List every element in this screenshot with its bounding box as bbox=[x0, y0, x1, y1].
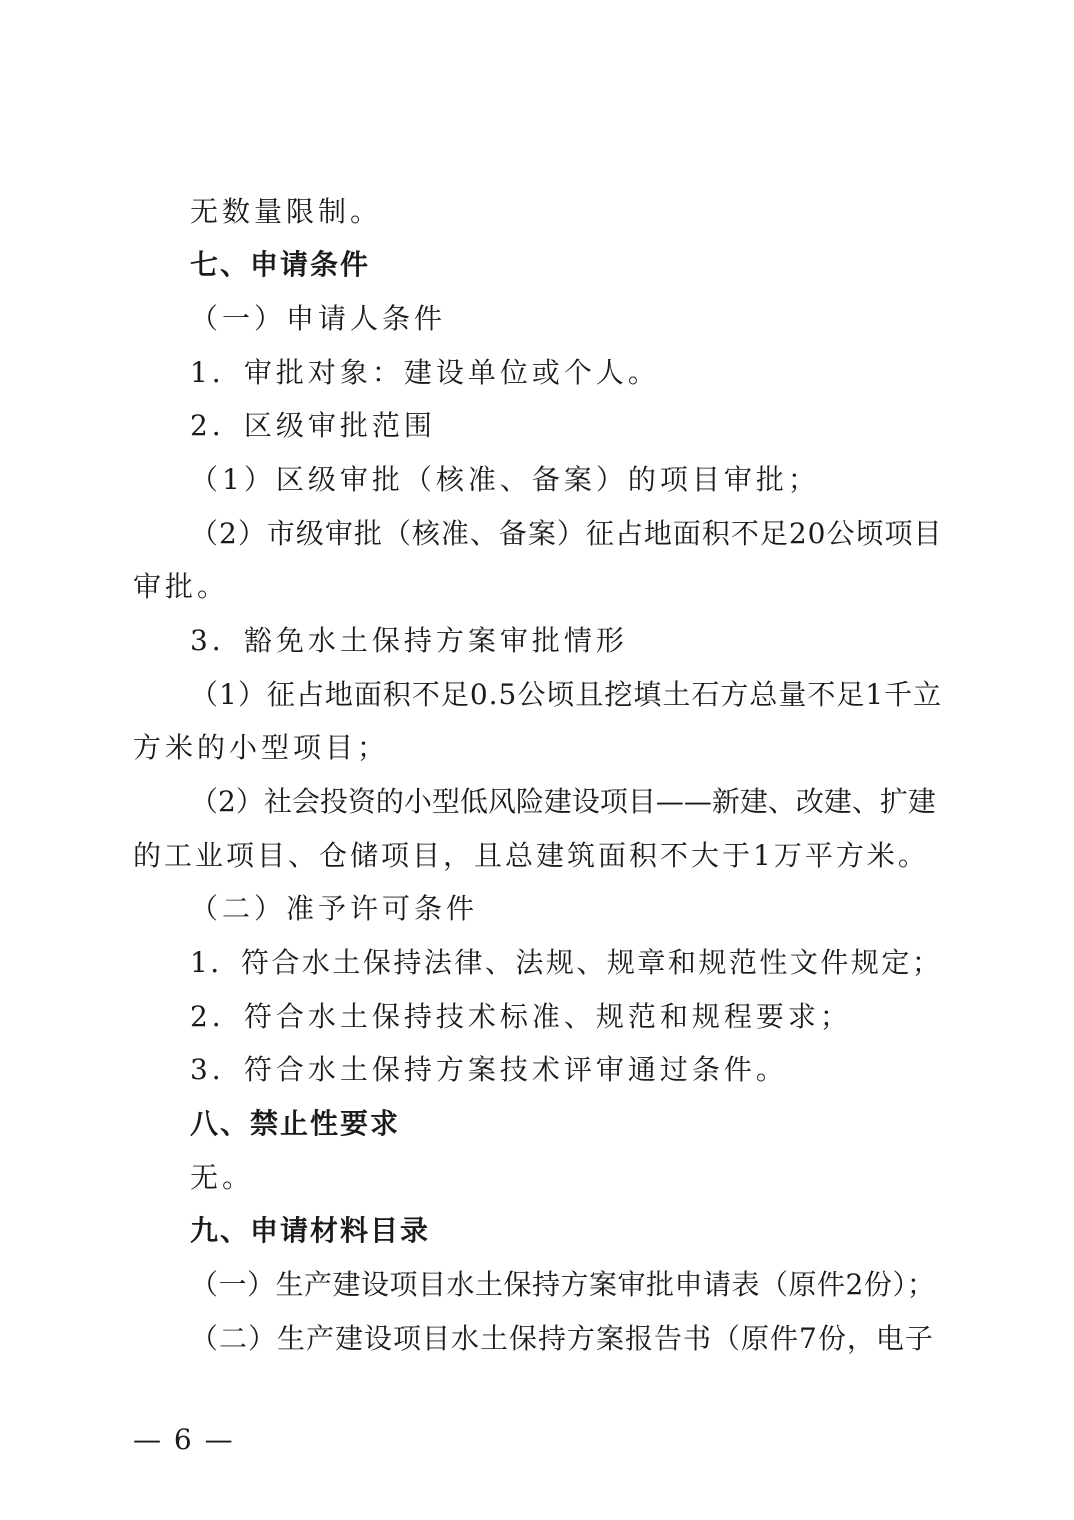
item-7-1-2-1: （1）区级审批（核准、备案）的项目审批； bbox=[190, 463, 820, 496]
text-line-none: 无。 bbox=[190, 1161, 255, 1194]
item-7-2-3: 3．符合水土保持方案技术评审通过条件。 bbox=[190, 1053, 788, 1086]
section-heading-7: 七、申请条件 bbox=[190, 248, 371, 281]
item-7-1-3-2-a: （2）社会投资的小型低风险建设项目——新建、改建、扩建 bbox=[190, 785, 936, 818]
item-7-2-1: 1．符合水土保持法律、法规、规章和规范性文件规定； bbox=[190, 946, 943, 979]
text-line-quantity-limit: 无数量限制。 bbox=[190, 195, 383, 228]
page-number: — 6 — bbox=[133, 1423, 235, 1456]
item-9-1: （一）生产建设项目水土保持方案审批申请表（原件2份）； bbox=[190, 1268, 936, 1301]
item-7-2-2: 2．符合水土保持技术标准、规范和规程要求； bbox=[190, 1000, 852, 1033]
section-heading-8: 八、禁止性要求 bbox=[190, 1107, 401, 1140]
subsection-heading-7-1: （一）申请人条件 bbox=[190, 302, 447, 335]
item-7-1-3: 3．豁免水土保持方案审批情形 bbox=[190, 624, 628, 657]
item-7-1-3-1-a: （1）征占地面积不足0.5公顷且挖填土石方总量不足1千立 bbox=[190, 678, 943, 711]
item-7-1-3-2-b: 的工业项目、仓储项目，且总建筑面积不大于1万平方米。 bbox=[133, 839, 929, 872]
subsection-heading-7-2: （二）准予许可条件 bbox=[190, 892, 479, 925]
section-heading-9: 九、申请材料目录 bbox=[190, 1214, 431, 1247]
item-7-1-2-2-b: 审批。 bbox=[133, 570, 230, 603]
item-7-1-1: 1．审批对象：建设单位或个人。 bbox=[190, 356, 660, 389]
item-7-1-3-1-b: 方米的小型项目； bbox=[133, 731, 390, 764]
item-7-1-2-2-a: （2）市级审批（核准、备案）征占地面积不足20公顷项目 bbox=[190, 517, 943, 550]
item-9-2: （二）生产建设项目水土保持方案报告书（原件7份，电子 bbox=[190, 1322, 934, 1355]
item-7-1-2: 2．区级审批范围 bbox=[190, 409, 436, 442]
